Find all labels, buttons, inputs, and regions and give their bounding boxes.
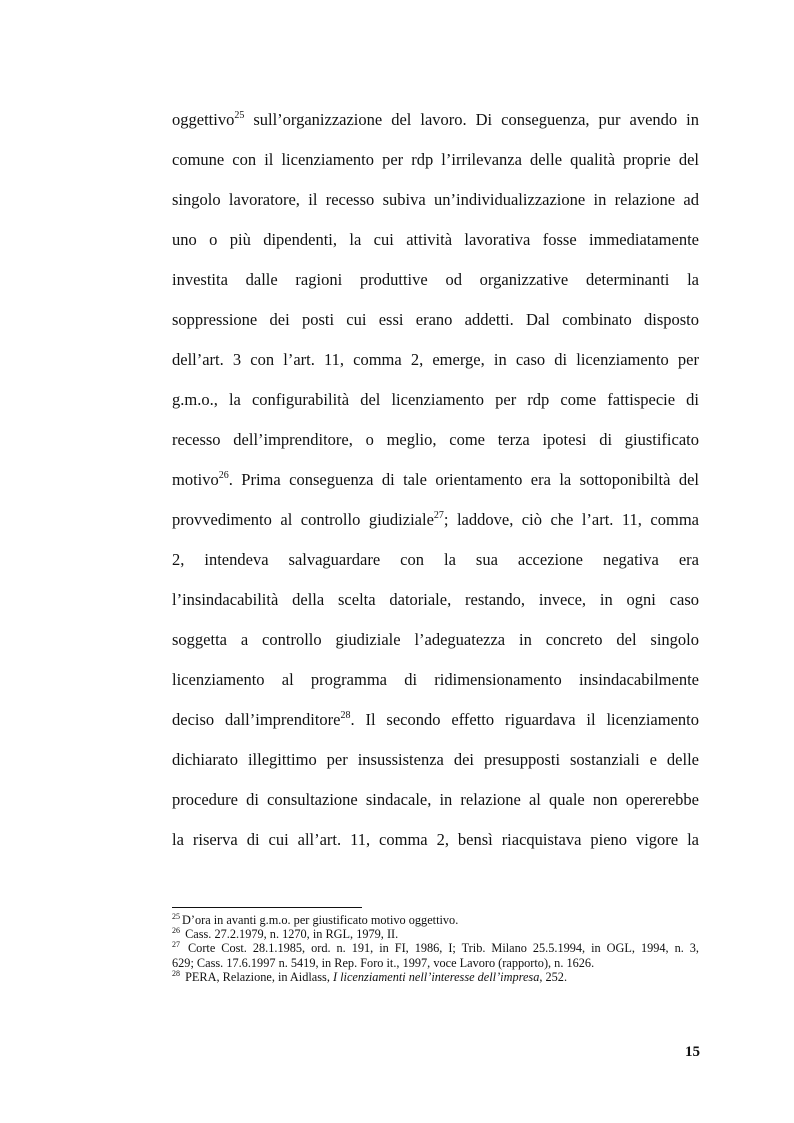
footnote-reference: 26 — [218, 470, 229, 481]
body-line — [172, 550, 699, 570]
body-text-run: ; laddove, ciò che l’art. 11, comma — [443, 510, 699, 529]
footnote-text: PERA, Relazione, in Aidlass, — [182, 969, 333, 984]
footnote-text: Cass. 27.2.1979, n. 1270, in RGL, 1979, II. — [182, 927, 399, 942]
body-text-run: uno o più dipendenti, la cui attività lavorativa fosse immediatamente — [172, 230, 699, 249]
body-text-run: singolo lavoratore, il recesso subiva un’individualizzazione in relazione ad — [172, 190, 699, 209]
body-text-run: licenziamento al programma di ridimensionamento insindacabilmente — [172, 670, 699, 689]
body-text-run: comune con il licenziamento per rdp l’irrilevanza delle qualità proprie del — [172, 150, 699, 169]
footnote — [172, 913, 699, 927]
body-line — [172, 230, 699, 250]
footnote-text: Corte Cost. 28.1.1985, ord. n. 191, in FI, 1986, I; Trib. Milano 25.5.1994, in OGL, 1994, n. 3, — [182, 941, 699, 956]
body-text-run: investita dalle ragioni produttive od organizzative determinanti la — [172, 270, 699, 289]
body-line — [172, 790, 699, 810]
footnote-separator — [172, 907, 362, 908]
body-line — [172, 710, 699, 730]
body-text-run: soppressione dei posti cui essi erano addetti. Dal combinato disposto — [172, 310, 699, 329]
body-text-run: dell’art. 3 con l’art. 11, comma 2, emerge, in caso di licenziamento per — [172, 350, 699, 369]
footnote-reference: 28 — [340, 710, 351, 721]
body-text-run: la riserva di cui all’art. 11, comma 2, bensì riacquistava pieno vigore la — [172, 830, 699, 849]
footnote-number: 26 — [172, 926, 180, 936]
body-line — [172, 830, 699, 850]
body-line — [172, 150, 699, 170]
body-text-run: sull’organizzazione del lavoro. Di conseguenza, pur avendo in — [244, 110, 699, 129]
body-line — [172, 190, 699, 210]
body-text-run: oggettivo — [172, 110, 235, 129]
body-line — [172, 270, 699, 290]
body-line — [172, 470, 699, 490]
body-text-run: . Il secondo effetto riguardava il licenziamento — [350, 710, 699, 729]
body-text-run: soggetta a controllo giudiziale l’adeguatezza in concreto del singolo — [172, 630, 699, 649]
footnote-title: I licenziamenti nell’interesse dell’impresa — [332, 969, 540, 984]
body-text-run: g.m.o., la configurabilità del licenziamento per rdp come fattispecie di — [172, 390, 699, 409]
page-number: 15 — [685, 1044, 700, 1060]
body-line — [172, 590, 699, 610]
footnote-reference: 27 — [433, 510, 444, 521]
body-line — [172, 110, 699, 130]
body-line — [172, 750, 699, 770]
footnote — [172, 956, 699, 970]
body-text-run: 2, intendeva salvaguardare con la sua accezione negativa era — [172, 550, 699, 569]
body-line — [172, 510, 699, 530]
footnote — [172, 941, 699, 955]
footnote-text: , 252. — [539, 969, 568, 984]
footnote — [172, 970, 699, 984]
body-line — [172, 670, 699, 690]
body-line — [172, 430, 699, 450]
body-line — [172, 390, 699, 410]
body-line — [172, 630, 699, 650]
body-text-run: l’insindacabilità della scelta datoriale, restando, invece, in ogni caso — [172, 590, 699, 609]
body-line — [172, 310, 699, 330]
footnote-number: 25 — [172, 912, 180, 921]
body-text-run: motivo — [172, 470, 219, 489]
footnote-text: 629; Cass. 17.6.1997 n. 5419, in Rep. Foro it., 1997, voce Lavoro (rapporto), n. 1626. — [172, 955, 595, 970]
body-text-run: . Prima conseguenza di tale orientamento era la sottoponibiltà del — [228, 470, 699, 489]
footnote-reference: 25 — [234, 110, 245, 121]
footnote-text: D’ora in avanti g.m.o. per giustificato motivo oggettivo. — [182, 913, 459, 927]
body-text-run: recesso dell’imprenditore, o meglio, come terza ipotesi di giustificato — [172, 430, 699, 449]
footnote-number: 27 — [172, 940, 180, 950]
body-text-run: dichiarato illegittimo per insussistenza dei presupposti sostanziali e delle — [172, 750, 699, 769]
body-line — [172, 350, 699, 370]
body-text-run: procedure di consultazione sindacale, in relazione al quale non opererebbe — [172, 790, 699, 809]
footnote — [172, 927, 699, 941]
body-text-run: provvedimento al controllo giudiziale — [172, 510, 434, 529]
footnote-number: 28 — [172, 968, 180, 978]
body-text-run: deciso dall’imprenditore — [172, 710, 341, 729]
